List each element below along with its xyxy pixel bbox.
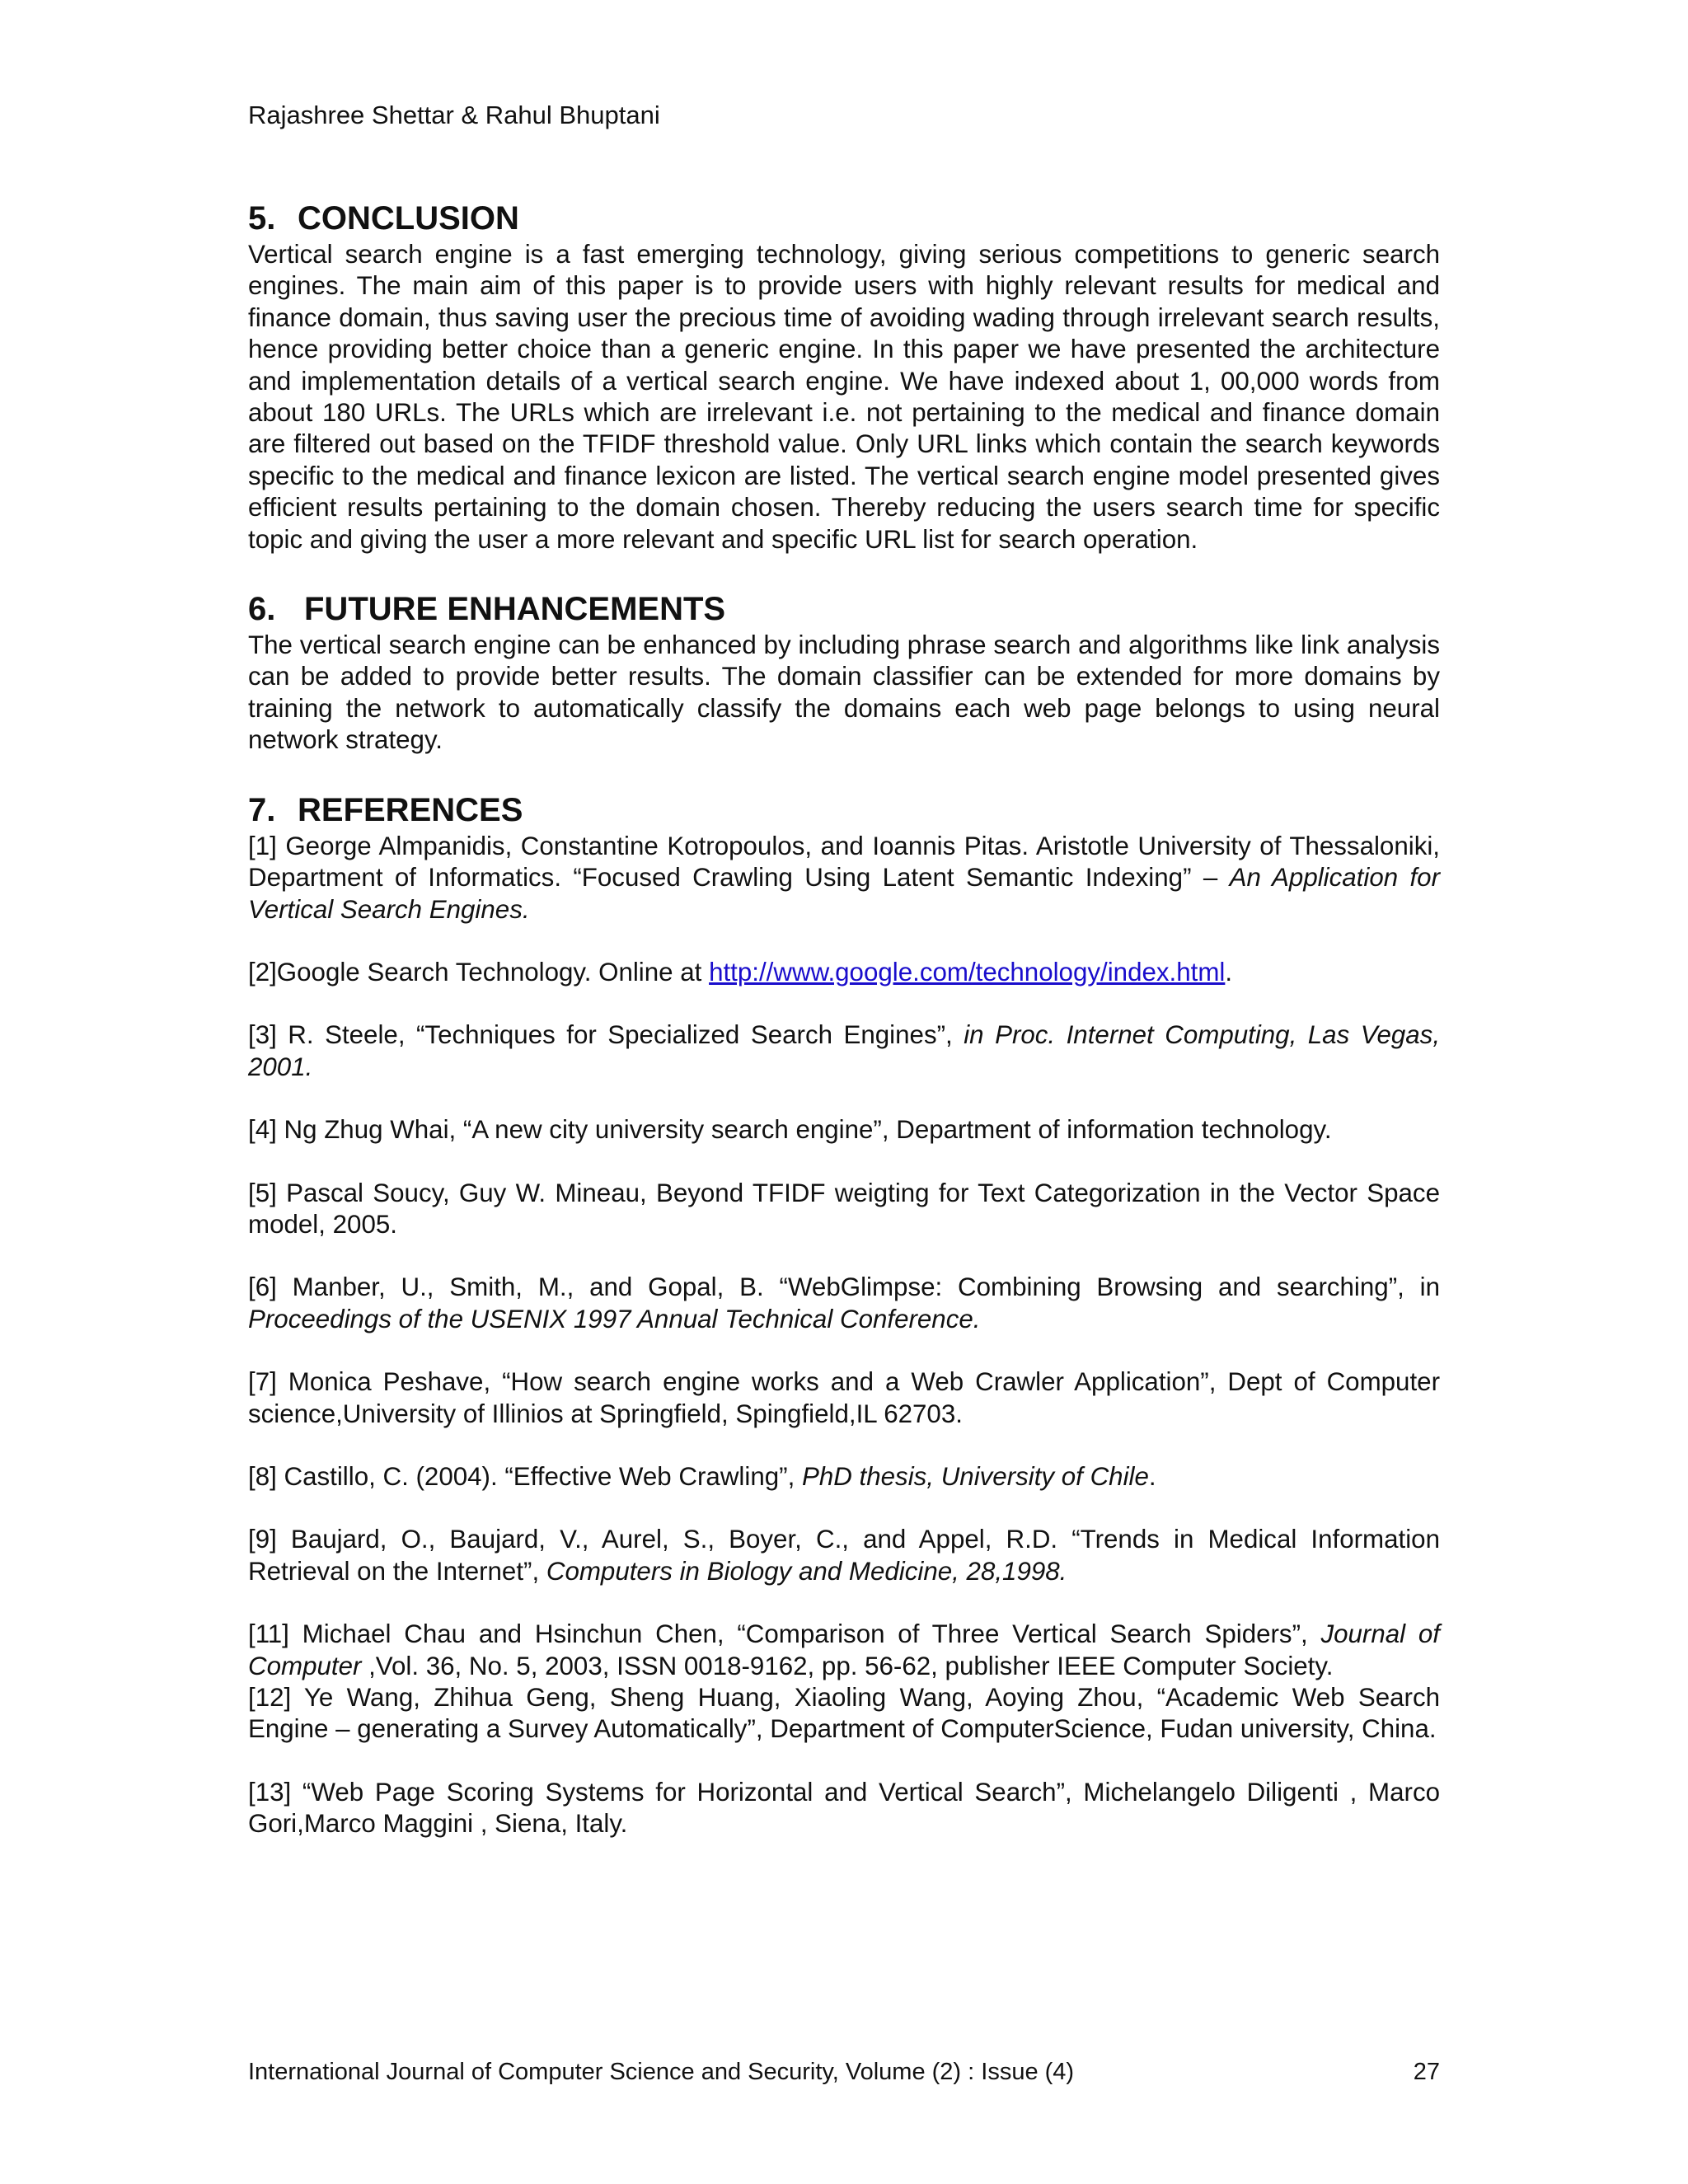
reference-item-6: [6] Manber, U., Smith, M., and Gopal, B. “WebGlimpse: Combining Browsing and searching”, in Proceedings of the USENIX 1997 Annual Technical Conference. [248,1272,1440,1333]
running-header-authors: Rajashree Shettar & Rahul Bhuptani [248,101,660,129]
section-heading-conclusion [248,198,1440,239]
section-number: 6. [248,591,276,628]
page-number: 27 [1413,2059,1440,2085]
reference-item-1: [1] George Almpanidis, Constantine Kotropoulos, and Ioannis Pitas. Aristotle University of Thessaloniki, Department of Informatics. “Focused Crawling Using Latent Semantic Indexing” – An Application for Vertical Search Engines. [248,831,1440,924]
reference-item-3: [3] R. Steele, “Techniques for Specialized Search Engines”, in Proc. Internet Computing, Las Vegas, 2001. [248,1020,1441,1081]
section-number: 5. [248,200,276,237]
reference-item-8: [8] Castillo, C. (2004). “Effective Web Crawling”, PhD thesis, University of Chile. [248,1461,1156,1491]
page-footer [248,2055,1440,2088]
reference-item-2: [2]Google Search Technology. Online at http://www.google.com/technology/index.html. [248,957,1233,987]
reference-item-9: [9] Baujard, O., Baujard, V., Aurel, S., Boyer, C., and Appel, R.D. “Trends in Medical Information Retrieval on the Internet”, Computers in Biology and Medicine, 28,1998. [248,1525,1440,1586]
reference-item-11: [11] Michael Chau and Hsinchun Chen, “Comparison of Three Vertical Search Spiders”, Journal of Computer ,Vol. 36, No. 5, 2003, ISSN 0018-9162, pp. 56-62, publisher IEEE Computer Society. [248,1619,1440,1680]
section-heading-future-enhancements [248,588,1440,630]
conclusion-paragraph: Vertical search engine is a fast emerging technology, giving serious competitions to generic search engines. The main aim of this paper is to provide users with highly relevant results for medical and finance domain, thus saving user the precious time of avoiding wading through irrelevant search results, hence providing better choice than a generic engine. In this paper we have presented the architecture and implementation details of a vertical search engine. We have indexed about 1, 00,000 words from about 180 URLs. The URLs which are irrelevant i.e. not pertaining to the medical and finance domain are filtered out based on the TFIDF threshold value. Only URL links which contain the search keywords specific to the medical and finance lexicon are listed. The vertical search engine model presented gives efficient results pertaining to the domain chosen. Thereby reducing the users search time for specific topic and giving the user a more relevant and specific URL list for search operation. [248,240,1440,554]
page-body [248,198,1440,1840]
section-heading-references [248,790,1440,831]
reference-item-5: [5] Pascal Soucy, Guy W. Mineau, Beyond TFIDF weigting for Text Categorization in the Vector Space model, 2005. [248,1178,1440,1239]
reference-item-12: [12] Ye Wang, Zhihua Geng, Sheng Huang, Xiaoling Wang, Aoying Zhou, “Academic Web Search Engine – generating a Survey Automatically”, Department of ComputerScience, Fudan university, China. [248,1683,1440,1744]
future-enhancements-paragraph: The vertical search engine can be enhanced by including phrase search and algorithms like link analysis can be added to provide better results. The domain classifier can be extended for more domains by training the network to automatically classify the domains each web page belongs to using neural network strategy. [248,630,1440,755]
footer-journal-citation: International Journal of Computer Science and Security, Volume (2) : Issue (4) [248,2059,1075,2085]
reference-item-7: [7] Monica Peshave, “How search engine works and a Web Crawler Application”, Dept of Computer science,University of Illinios at Springfield, Spingfield,IL 62703. [248,1367,1440,1428]
reference-item-4: [4] Ng Zhug Whai, “A new city university search engine”, Department of information technology. [248,1115,1332,1145]
section-title-text: FUTURE ENHANCEMENTS [304,591,726,628]
section-number: 7. [248,791,276,828]
section-title-text: REFERENCES [298,791,523,828]
reference-item-13: [13] “Web Page Scoring Systems for Horizontal and Vertical Search”, Michelangelo Diligenti , Marco Gori,Marco Maggini , Siena, Italy. [248,1777,1440,1839]
reference-url-link[interactable]: http://www.google.com/technology/index.html [709,957,1226,987]
section-title-text: CONCLUSION [298,200,519,237]
